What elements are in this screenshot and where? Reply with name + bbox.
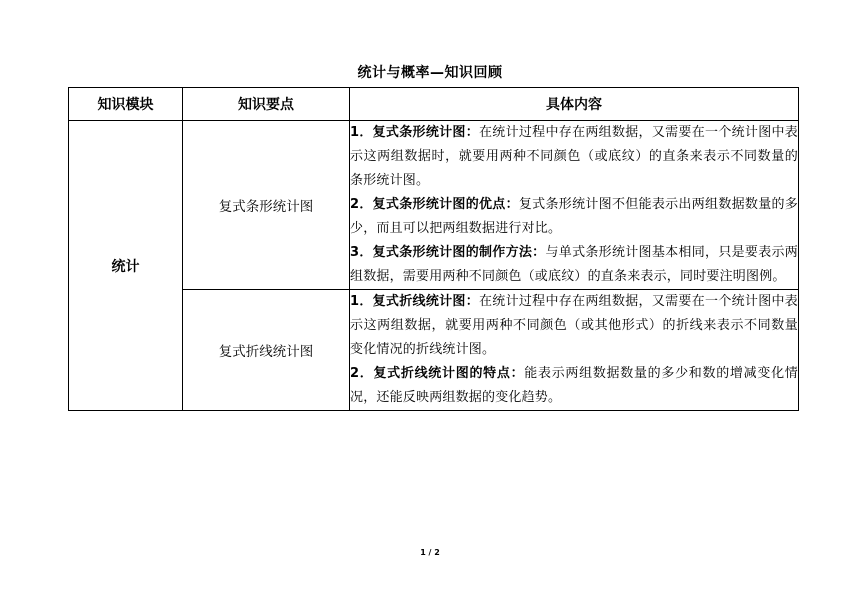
point-cell-bar-chart: 复式条形统计图 [183,121,350,290]
knowledge-table [68,87,799,411]
page-title: 统计与概率—知识回顾 [357,65,503,81]
point-cell-line-chart: 复式折线统计图 [183,290,350,411]
item-lead: 3．复式条形统计图的制作方法： [350,245,546,260]
page-number: 1 / 2 [420,548,440,557]
content-item [350,362,798,410]
content-cell-line-chart [350,290,799,411]
header-content: 具体内容 [350,88,799,121]
module-cell: 统计 [69,121,183,411]
header-point: 知识要点 [183,88,350,121]
table-header-row [69,88,799,121]
item-text: 复式条形统计图不但能表示出两组数据数量的多少，而且可以把两组数据进行对比。 [350,197,798,236]
item-lead: 2．复式折线统计图的特点： [350,366,525,381]
header-module: 知识模块 [69,88,183,121]
content-item [350,121,798,193]
content-item [350,241,798,289]
item-lead: 1．复式折线统计图： [350,294,479,309]
content-item [350,290,798,362]
item-text: 在统计过程中存在两组数据，又需要在一个统计图中表示这两组数据时，就要用两种不同颜色（或底纹）的直条来表示不同数量的条形统计图。 [350,125,798,188]
table-row [69,121,799,290]
content-cell-bar-chart [350,121,799,290]
item-text: 能表示两组数据数量的多少和数的增减变化情况，还能反映两组数据的变化趋势。 [350,366,798,405]
content-item [350,193,798,241]
item-lead: 2．复式条形统计图的优点： [350,197,519,212]
item-text: 在统计过程中存在两组数据，又需要在一个统计图中表示这两组数据，就要用两种不同颜色（或其他形式）的折线来表示不同数量变化情况的折线统计图。 [350,294,798,357]
item-text: 与单式条形统计图基本相同，只是要表示两组数据，需要用两种不同颜色（或底纹）的直条来表示，同时要注明图例。 [350,245,798,284]
item-lead: 1．复式条形统计图： [350,125,479,140]
